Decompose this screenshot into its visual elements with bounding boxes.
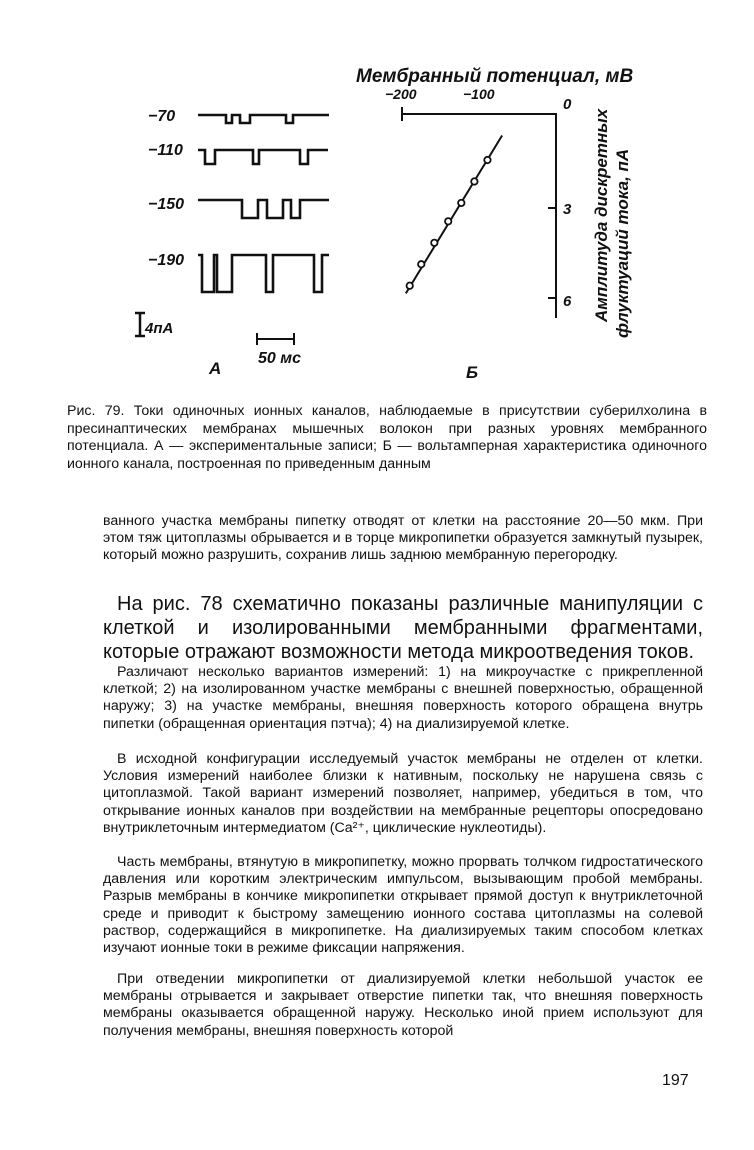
trace-minus110 — [198, 150, 328, 164]
current-scale-bar — [135, 313, 145, 336]
data-point — [445, 218, 451, 224]
panel-a-records — [198, 115, 329, 292]
figure-79 — [0, 0, 754, 400]
y-axis-title-line2: флуктуаций тока, пА — [613, 148, 632, 338]
paragraph-dialysis: Часть мембраны, втянутую в микропипетку, можно прорвать толчком гидростатического давления или коротким электрическим импульсом, вызывающим пробой мембраны. Разрыв мембраны в кончике микропипетки открывает прямой доступ к внутриклеточной среде и приводит к быстрому замещению ионного состава цитоплазмы на солевой раствор, содержащийся в микропипетке. На диализируемых таким способом клетках изучают ионные токи в режиме фиксации напряжения. — [103, 854, 703, 957]
trace-minus70 — [198, 115, 329, 123]
figure-caption: Рис. 79. Токи одиночных ионных каналов, наблюдаемые в присутствии суберилхолина в пресинаптических мембранах мышечных волокон при разных уровнях мембранного потенциала. А — экспериментальные записи; Б — вольтамперная характеристика одиночного ионного канала, построенная по приведенным данным — [67, 403, 707, 472]
trace-label-minus70: −70 — [148, 108, 176, 125]
x-tick-label-zero: 0 — [563, 96, 572, 113]
y-axis-title-line1: Амплитуда дискретных — [592, 108, 611, 322]
data-point — [484, 157, 490, 163]
trace-minus190 — [198, 255, 329, 292]
paragraph-continuation: ванного участка мембраны пипетку отводят от клетки на расстояние 20—50 мкм. При этом тяж цитоплазмы обрывается и в торце микропипетки образуется замкнутый пузырек, который можно разрушить, сохранив лишь заднюю мембранную перегородку. — [103, 513, 703, 564]
trace-minus150 — [198, 200, 329, 218]
y-tick-label-3: 3 — [563, 201, 572, 218]
trace-label-minus110: −110 — [148, 142, 183, 159]
trace-label-minus190: −190 — [148, 252, 185, 269]
panel-a-letter: А — [209, 359, 222, 378]
x-axis-title: Мембранный потенциал, мВ — [356, 66, 634, 87]
time-scale-bar — [257, 333, 294, 345]
paragraph-initial-configuration: В исходной конфигурации исследуемый участок мембраны не отделен от клетки. Условия измерений наиболее близки к нативным, поскольку не нарушена связь с цитоплазмой. Такой вариант измерений позволяет, например, убедиться в том, что открывание ионных каналов при воздействии на мембранные рецепторы опосредовано внутриклеточным интермедиатом (Ca²⁺, циклические нуклеотиды). — [103, 751, 703, 836]
data-point — [418, 261, 424, 267]
data-point — [471, 178, 477, 184]
paragraph-measurement-variants: Различают несколько вариантов измерений: 1) на микроучастке с прикрепленной клеткой; 2) на изолированном участке мембраны с внешней поверхностью, обращенной наружу; 3) на участке мембраны, внешняя поверхность которого обращена внутрь пипетки (обращенная ориентация пэтча); 4) на диализируемой клетке. — [103, 664, 703, 732]
panel-b-axes — [402, 107, 557, 318]
data-point — [431, 240, 437, 246]
paragraph-pipette-withdrawal: При отведении микропипетки от диализируемой клетки небольшой участок ее мембраны отрывается и закрывает отверстие пипетки так, что внешняя поверхность мембраны оказывается обращенной наружу. Несколько иной прием используют для получения мембраны, внешняя поверхность которой — [103, 971, 703, 1039]
panel-b-letter: Б — [466, 363, 479, 382]
trace-label-minus150: −150 — [148, 196, 185, 213]
time-scale-label: 50 мс — [258, 350, 301, 367]
lead-paragraph: На рис. 78 схематично показаны различные манипуляции с клеткой и изолированными мембранными фрагментами, которые отражают возможности метода микроотведения токов. — [103, 593, 703, 663]
x-tick-label-minus100: −100 — [463, 86, 495, 102]
current-scale-label: 4пА — [145, 320, 174, 337]
data-point — [407, 283, 413, 289]
y-tick-label-6: 6 — [563, 293, 572, 310]
page-number: 197 — [662, 1072, 689, 1089]
data-point — [458, 200, 464, 206]
x-tick-label-minus200: −200 — [385, 86, 417, 102]
